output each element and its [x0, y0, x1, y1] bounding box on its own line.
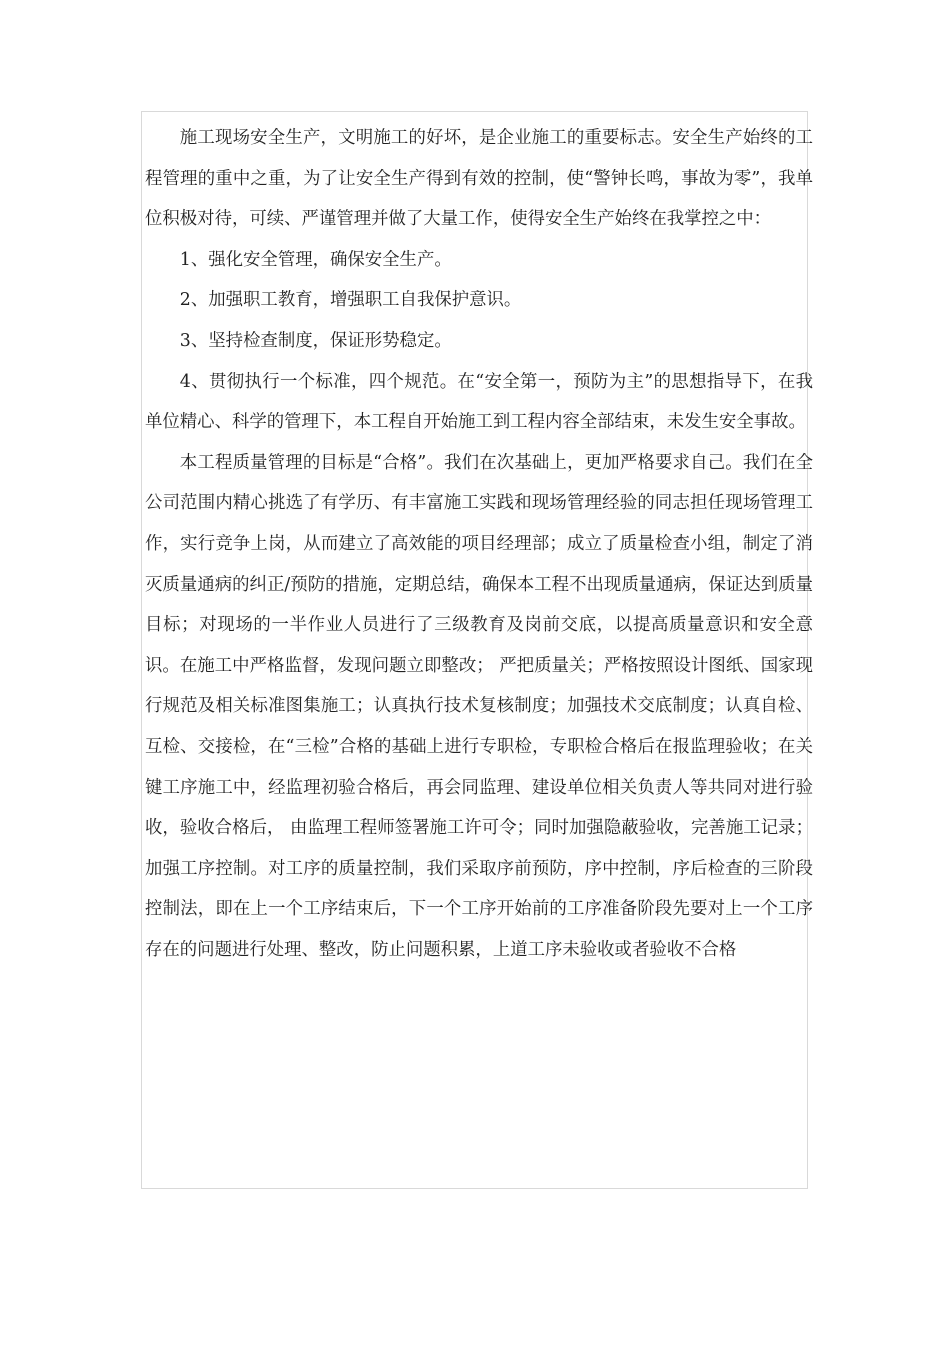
- list-item-3: 3、坚持检查制度，保证形势稳定。: [179, 330, 452, 351]
- document-body: [145, 118, 813, 970]
- paragraph-safety-intro: 施工现场安全生产，文明施工的好坏，是企业施工的重要标志。安全生产始终的工程管理的重中之重，为了让安全生产得到有效的控制，使“警钟长鸣，事故为零”，我单位积极对待，可续、严谨管理并做了大量工作，使得安全生产始终在我掌控之中：: [145, 128, 813, 230]
- list-item-2: 2、加强职工教育，增强职工自我保护意识。: [179, 290, 522, 311]
- list-item-4: 4、贯彻执行一个标准，四个规范。在“安全第一，预防为主”的思想指导下，在我单位精心、科学的管理下，本工程自开始施工到工程内容全部结束，未发生安全事故。: [145, 371, 813, 433]
- paragraph-quality-management: 本工程质量管理的目标是“合格”。我们在次基础上，更加严格要求自己。我们在全公司范围内精心挑选了有学历、有丰富施工实践和现场管理经验的同志担任现场管理工作，实行竞争上岗，从而建立了高效能的项目经理部；成立了质量检查小组，制定了消灭质量通病的纠正/预防的措施，定期总结，确保本工程不出现质量通病，保证达到质量目标；对现场的一半作业人员进行了三级教育及岗前交底，以提高质量意识和安全意识。在施工中严格监督，发现问题立即整改； 严把质量关；严格按照设计图纸、国家现行规范及相关标准图集施工；认真执行技术复核制度；加强技术交底制度；认真自检、互检、交接检，在“三检”合格的基础上进行专职检，专职检合格后在报监理验收；在关键工序施工中，经监理初验合格后，再会同监理、建设单位相关负责人等共同对进行验收，验收合格后， 由监理工程师签署施工许可令；同时加强隐蔽验收，完善施工记录；加强工序控制。对工序的质量控制，我们采取序前预防，序中控制，序后检查的三阶段控制法，即在上一个工序结束后，下一个工序开始前的工序准备阶段先要对上一个工序存在的问题进行处理、整改，防止问题积累，上道工序未验收或者验收不合格: [145, 452, 813, 960]
- list-item-1: 1、强化安全管理，确保安全生产。: [179, 249, 452, 270]
